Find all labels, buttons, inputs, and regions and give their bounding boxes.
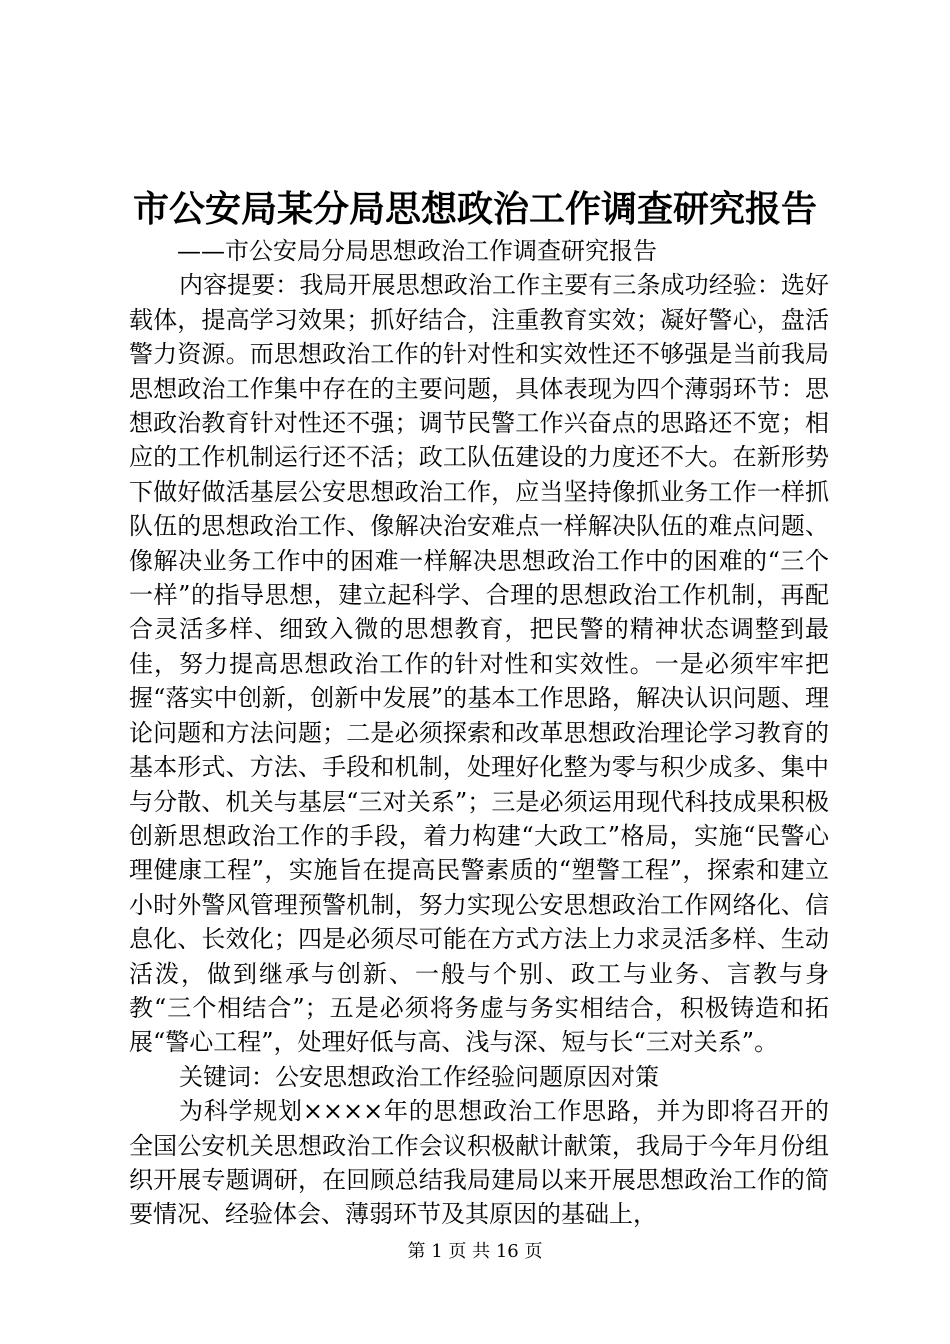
document-body [129,234,829,1232]
keywords-line: 关键词：公安思想政治工作经验问题原因对策 [179,1062,659,1091]
document-subtitle: ——市公安局分局思想政治工作调查研究报告 [177,237,657,265]
body-paragraph: 为科学规划××××年的思想政治工作思路，并为即将召开的全国公安机关思想政治工作会议积极献计献策，我局于今年月份组织开展专题调研，在回顾总结我局建局以来开展思想政治工作的简要情况、经验体会、薄弱环节及其原因的基础上， [129,1097,829,1229]
document-title: 市公安局某分局思想政治工作调查研究报告 [132,188,817,230]
abstract-paragraph: 内容提要：我局开展思想政治工作主要有三条成功经验：选好载体，提高学习效果；抓好结合，注重教育实效；凝好警心，盘活警力资源。而思想政治工作的针对性和实效性还不够强是当前我局思想政治工作集中存在的主要问题，具体表现为四个薄弱环节：思想政治教育针对性还不强；调节民警工作兴奋点的思路还不宽；相应的工作机制运行还不活；政工队伍建设的力度还不大。在新形势下做好做活基层公安思想政治工作，应当坚持像抓业务工作一样抓队伍的思想政治工作、像解决治安难点一样解决队伍的难点问题、像解决业务工作中的困难一样解决思想政治工作中的困难的“三个一样”的指导思想，建立起科学、合理的思想政治工作机制，再配合灵活多样、细致入微的思想教育，把民警的精神状态调整到最佳，努力提高思想政治工作的针对性和实效性。一是必须牢牢把握“落实中创新，创新中发展”的基本工作思路，解决认识问题、理论问题和方法问题；二是必须探索和改革思想政治理论学习教育的基本形式、方法、手段和机制，处理好化整为零与积少成多、集中与分散、机关与基层“三对关系”；三是必须运用现代科技成果积极创新思想政治工作的手段，着力构建“大政工”格局，实施“民警心理健康工程”，实施旨在提高民警素质的“塑警工程”，探索和建立小时外警风管理预警机制，努力实现公安思想政治工作网络化、信息化、长效化；四是必须尽可能在方式方法上力求灵活多样、生动活泼，做到继承与创新、一般与个别、政工与业务、言教与身教“三个相结合”；五是必须将务虚与务实相结合，积极铸造和拓展“警心工程”，处理好低与高、浅与深、短与长“三对关系”。 [129,271,829,1057]
page-number-footer: 第 1 页 共 16 页 [407,1241,543,1262]
